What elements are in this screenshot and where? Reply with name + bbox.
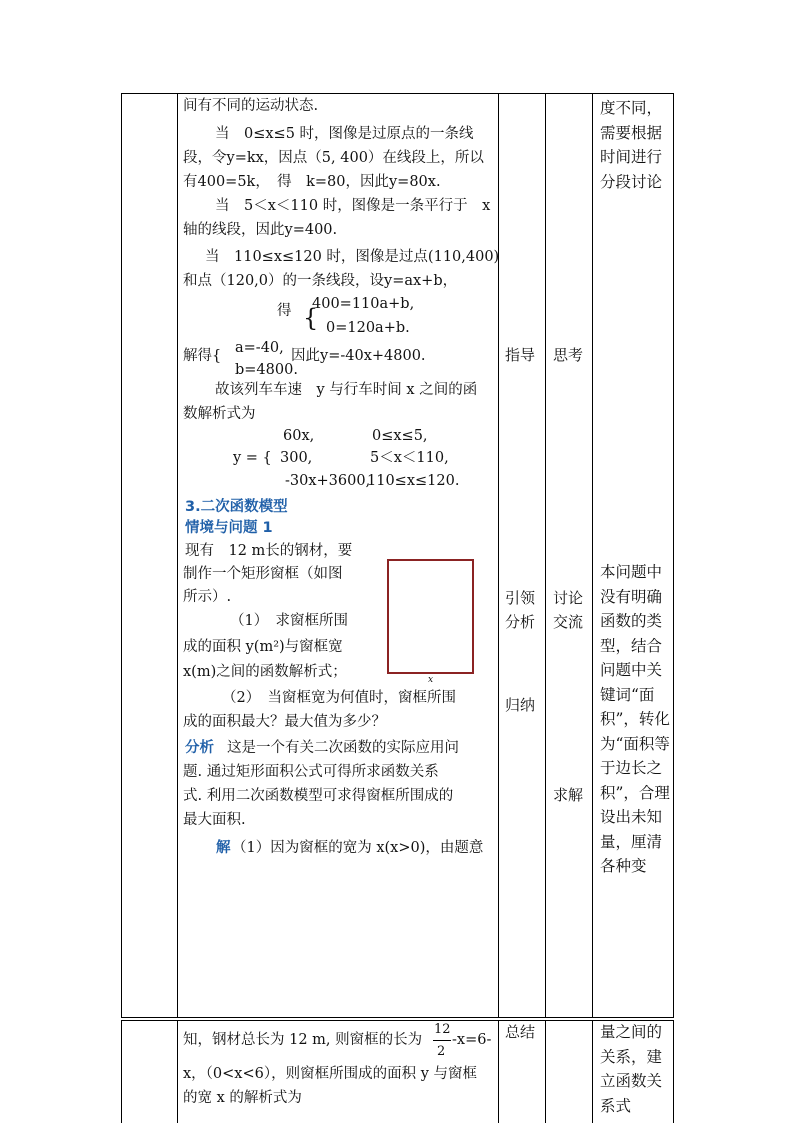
- text-line: （1）因为窗框的宽为 x(x>0)，由题意: [232, 840, 484, 856]
- table-border: [121, 1017, 674, 1018]
- text-line: （2） 当窗框宽为何值时，窗框所围: [222, 690, 456, 706]
- text-line: 间有不同的运动状态.: [183, 98, 319, 114]
- section-heading: 3.二次函数模型: [185, 499, 288, 515]
- design-note: 量之间的关系，建立函数关系式: [600, 1023, 663, 1115]
- table-border: [121, 93, 122, 1018]
- piecewise-domain: 5＜x＜110,: [370, 450, 449, 466]
- text-line: 现有 12 m长的钢材，要: [185, 543, 353, 559]
- solution-label: 解: [216, 840, 231, 856]
- table-border: [177, 1020, 178, 1123]
- text-line: 制作一个矩形窗框（如图: [183, 566, 343, 582]
- table-border: [592, 1020, 593, 1123]
- student-activity: 思考: [553, 346, 584, 364]
- text-line: 最大面积.: [183, 812, 246, 828]
- piecewise-expr: 300,: [280, 450, 313, 466]
- design-note: 度不同，需要根据时间进行分段讨论: [600, 99, 663, 191]
- text-line: 这是一个有关二次函数的实际应用问: [227, 740, 459, 756]
- text-line: 故该列车车速 y 与行车时间 x 之间的函: [215, 382, 478, 398]
- solution-line: a=-40,: [235, 340, 284, 356]
- table-border: [673, 1020, 674, 1123]
- text-line: 有400=5k， 得 k=80，因此y=80x.: [183, 174, 441, 190]
- brace-symbol: {: [303, 304, 319, 332]
- text-line: 轴的线段，因此y=400.: [183, 222, 338, 238]
- table-border: [121, 1020, 122, 1123]
- piecewise-expr: 60x,: [283, 428, 315, 444]
- piecewise-domain: 110≤x≤120.: [367, 473, 460, 489]
- piecewise-expr: -30x+3600,: [285, 473, 371, 489]
- text-line: （1） 求窗框所围: [230, 613, 348, 629]
- text-line: 当 5＜x＜110 时，图像是一条平行于 x: [215, 198, 491, 214]
- design-note: 本问题中没有明确函数的类型，结合问题中关键词“面积”，转化为“面积等于边长之积”，合理设出未知量，厘清各种变: [600, 563, 670, 875]
- text-line: 数解析式为: [183, 406, 256, 422]
- table-border: [177, 93, 178, 1018]
- table-border: [498, 93, 499, 1018]
- table-border: [545, 1020, 546, 1123]
- student-activity: 求解: [553, 786, 584, 804]
- text-line: 当 0≤x≤5 时，图像是过原点的一条线: [215, 126, 474, 142]
- solution-line: b=4800.: [235, 362, 298, 378]
- fraction-bar: [433, 1040, 451, 1041]
- equation-prefix: 得: [277, 303, 292, 319]
- text-line: 当 110≤x≤120 时，图像是过点(110,400): [205, 249, 500, 265]
- teacher-activity: 总结: [505, 1023, 536, 1041]
- solution-prefix: 解得{: [183, 348, 222, 364]
- teacher-activity: 分析: [505, 613, 536, 631]
- piecewise-domain: 0≤x≤5,: [372, 428, 428, 444]
- piecewise-y: y = {: [233, 450, 272, 466]
- figure-label: x: [428, 675, 434, 685]
- analysis-label: 分析: [185, 740, 214, 756]
- table-border: [121, 93, 674, 94]
- text-line: x(m)之间的函数解析式；: [183, 664, 347, 680]
- fraction-denominator: 2: [437, 1044, 446, 1059]
- table-border: [592, 93, 593, 1018]
- subsection-heading: 情境与问题 1: [185, 520, 273, 536]
- text-line: 和点（120,0）的一条线段，设y=ax+b，: [183, 273, 458, 289]
- text-line: 式. 利用二次函数模型可求得窗框所围成的: [183, 788, 454, 804]
- table-border: [498, 1020, 499, 1123]
- equation-line: 400=110a+b,: [312, 296, 415, 312]
- text-line: 知，钢材总长为 12 m, 则窗框的长为: [183, 1032, 423, 1048]
- text-line: x，（0<x<6），则窗框所围成的面积 y 与窗框: [183, 1066, 478, 1082]
- student-activity: 讨论: [553, 589, 584, 607]
- text-line: 成的面积最大？最大值为多少？: [183, 714, 386, 730]
- equation-line: 0=120a+b.: [326, 320, 410, 336]
- text-line: 所示）.: [183, 589, 232, 605]
- table-border: [673, 93, 674, 1018]
- text-line: 成的面积 y(m²)与窗框宽: [183, 639, 343, 655]
- table-border: [545, 93, 546, 1018]
- teacher-activity: 归纳: [505, 696, 536, 714]
- teacher-activity: 引领: [505, 589, 536, 607]
- text-line: -x=6-: [452, 1032, 492, 1048]
- window-frame-figure: [387, 559, 474, 674]
- text-line: 题. 通过矩形面积公式可得所求函数关系: [183, 764, 439, 780]
- student-activity: 交流: [553, 613, 584, 631]
- table-border: [121, 1020, 674, 1021]
- fraction-numerator: 12: [434, 1022, 451, 1037]
- teacher-activity: 指导: [505, 346, 536, 364]
- text-line: 的宽 x 的解析式为: [183, 1090, 302, 1106]
- text-line: 段，令y=kx，因点（5, 400）在线段上，所以: [183, 150, 484, 166]
- solution-line: 因此y=-40x+4800.: [291, 348, 426, 364]
